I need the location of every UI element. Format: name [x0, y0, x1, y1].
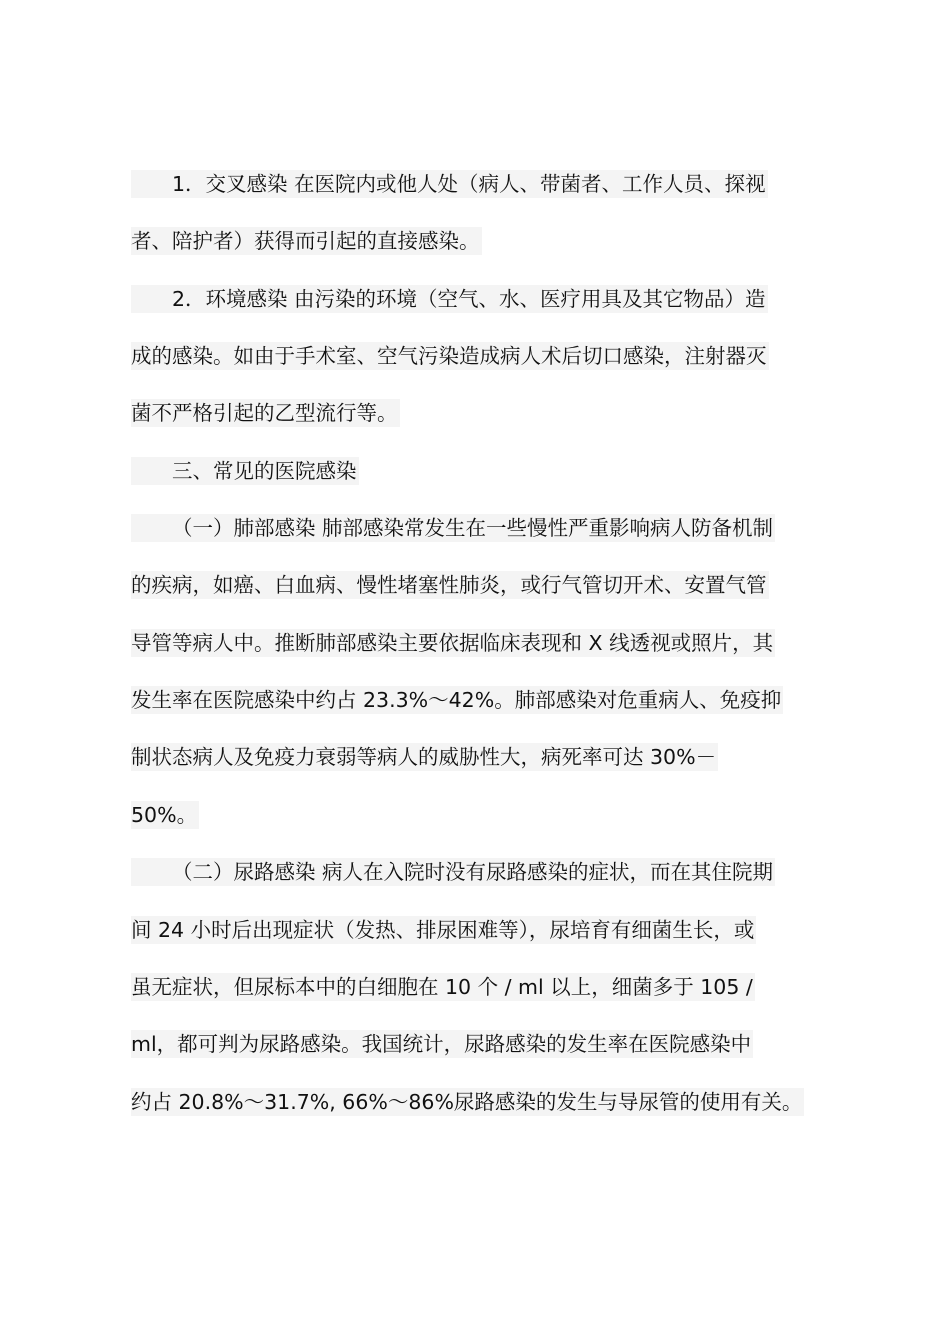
paragraph-urinary-infection-line-2: 间 24 小时后出现症状（发热、排尿困难等），尿培育有细菌生长，或 — [131, 918, 755, 942]
paragraph-lung-infection-line-2: 的疾病，如癌、白血病、慢性堵塞性肺炎，或行气管切开术、安置气管 — [131, 573, 767, 597]
paragraph-urinary-infection-line-4: ml，都可判为尿路感染。我国统计，尿路感染的发生率在医院感染中 — [131, 1032, 752, 1056]
paragraph-environment-infection-line-1: 2．环境感染 由污染的环境（空气、水、医疗用具及其它物品）造 — [131, 285, 768, 313]
paragraph-cross-infection-line-1: 1．交叉感染 在医院内或他人处（病人、带菌者、工作人员、探视 — [131, 170, 768, 198]
paragraph-cross-infection-line-2: 者、陪护者）获得而引起的直接感染。 — [131, 229, 480, 253]
paragraph-lung-infection-line-4: 发生率在医院感染中约占 23.3%～42%。肺部感染对危重病人、免疫抑 — [131, 688, 782, 712]
paragraph-lung-infection-line-6: 50%。 — [131, 803, 198, 827]
section-heading-common-infections: 三、常见的医院感染 — [131, 457, 359, 485]
paragraph-environment-infection-line-3: 菌不严格引起的乙型流行等。 — [131, 401, 398, 425]
paragraph-urinary-infection-line-5: 约占 20.8%～31.7%, 66%～86%尿路感染的发生与导尿管的使用有关。 — [131, 1090, 803, 1114]
paragraph-lung-infection-line-1: （一）肺部感染 肺部感染常发生在一些慢性严重影响病人防备机制 — [131, 514, 775, 542]
paragraph-urinary-infection-line-1: （二）尿路感染 病人在入院时没有尿路感染的症状，而在其住院期 — [131, 858, 775, 886]
paragraph-urinary-infection-line-3: 虽无症状，但尿标本中的白细胞在 10 个 / ml 以上，细菌多于 105 / — [131, 975, 753, 999]
paragraph-lung-infection-line-5: 制状态病人及免疫力衰弱等病人的威胁性大，病死率可达 30%－ — [131, 745, 717, 769]
paragraph-environment-infection-line-2: 成的感染。如由于手术室、空气污染造成病人术后切口感染，注射器灭 — [131, 344, 767, 368]
paragraph-lung-infection-line-3: 导管等病人中。推断肺部感染主要依据临床表现和 X 线透视或照片，其 — [131, 631, 774, 655]
